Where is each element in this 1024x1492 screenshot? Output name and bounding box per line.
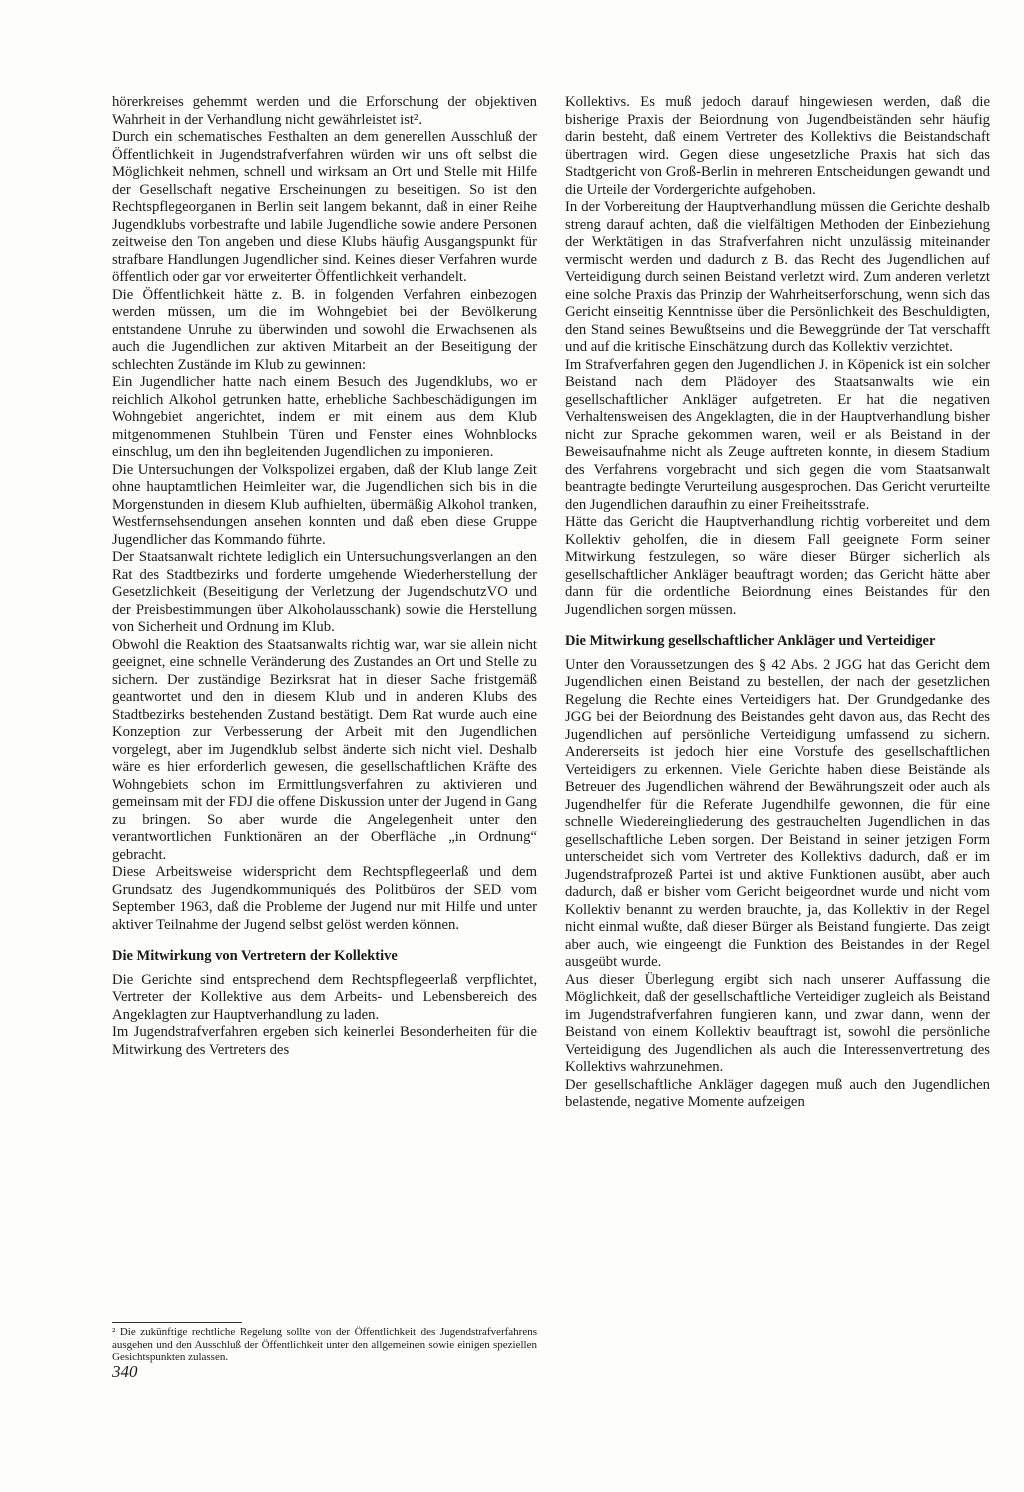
right-column: [565, 94, 990, 1112]
paragraph: Der gesellschaftliche Ankläger dagegen muß auch den Jugendlichen belastende, negative Momente aufzeigen: [565, 1076, 990, 1110]
paragraph: Aus dieser Überlegung ergibt sich nach unserer Auffassung die Möglichkeit, daß der gesellschaftliche Verteidiger zugleich als Beistand im Jugendstrafverfahren fungieren kann, und zwar dann, wenn der Beistand von einem Kollektiv beauftragt ist, sowohl die persönliche Verteidigung des Jugendlichen als auch die Interessenvertretung des Kollektivs wahrzunehmen.: [565, 971, 990, 1075]
paragraph: Obwohl die Reaktion des Staatsanwalts richtig war, war sie allein nicht geeignet, eine schnelle Veränderung des Zustandes an Ort und Stelle zu sichern. Der zuständige Bezirksrat hat in dieser Sache fristgemäß geantwortet und den in diesem Klub und in anderen Klubs des Stadtbezirks bestehenden Zustand bestätigt. Dem Rat wurde auch eine Konzeption zur Verbesserung der Arbeit mit den Jugendlichen vorgelegt, aber im Jugendklub selbst änderte sich nicht viel. Deshalb wäre es hier erforderlich gewesen, die gesellschaftlichen Kräfte des Wohngebiets schon im Ermittlungsverfahren zu aktivieren und gemeinsam mit der FDJ die offene Diskussion unter der Jugend in Gang zu bringen. So aber wurde die Angelegenheit unter den verantwortlichen Funktionären an der Oberfläche „in Ordnung“ gebracht.: [112, 636, 537, 863]
section-heading: Die Mitwirkung von Vertretern der Kollektive: [112, 948, 398, 964]
paragraph: Der Staatsanwalt richtete lediglich ein Untersuchungsverlangen an den Rat des Stadtbezirks und forderte umgehende Wiederherstellung der Gesetzlichkeit (Beseitigung der Verletzung der JugendschutzVO und der Preisbestimmungen über Alkoholausschank) sowie die Herstellung von Sicherheit und Ordnung im Klub.: [112, 549, 537, 635]
paragraph: Kollektivs. Es muß jedoch darauf hingewiesen werden, daß die bisherige Praxis der Beiordnung von Jugendbeiständen sehr häufig darin besteht, daß einem Vertreter des Kollektivs die Beistandschaft übertragen wird. Gegen diese ungesetzliche Praxis hat sich das Stadtgericht von Groß-Berlin in mehreren Entscheidungen gewandt und die Urteile der Vordergerichte aufgehoben.: [565, 94, 990, 198]
paragraph: In der Vorbereitung der Hauptverhandlung müssen die Gerichte deshalb streng darauf achten, daß die vielfältigen Methoden der Einbeziehung der Werktätigen in das Strafverfahren nicht unzulässig miteinander vermischt werden und dadurch z B. das Recht des Jugendlichen auf Verteidigung durch seinen Beistand verletzt wird. Zum anderen verletzt eine solche Praxis das Prinzip der Wahrheitserforschung, wenn sich das Gericht einseitig Kenntnisse über die Persönlichkeit des Beschuldigten, den Stand seines Bewußtseins und die Beweggründe der Tat verschafft und auf die kritische Einschätzung durch das Kollektiv verzichtet.: [565, 199, 990, 355]
left-column: [112, 94, 537, 1059]
paragraph: Unter den Voraussetzungen des § 42 Abs. 2 JGG hat das Gericht dem Jugendlichen einen Beistand zu bestellen, der nach der gesetzlichen Regelung die Rechte eines Verteidigers hat. Der Grundgedanke des JGG bei der Beiordnung des Beistandes geht davon aus, das Recht des Jugendlichen auf persönliche Verteidigung umfassend zu sichern. Andererseits ist jedoch hier eine Vorstufe des gesellschaftlichen Verteidigers zu erkennen. Viele Gerichte haben diese Beistände als Betreuer des Jugendlichen während der Bewährungszeit oder auch als Jugendhelfer für die Referate Jugendhilfe gewonnen, die für eine schnelle Wiedereingliederung des gestrauchelten Jugendlichen in das gesellschaftliche Leben sorgen. Der Beistand in seiner jetzigen Form unterscheidet sich vom Vertreter des Kollektivs dadurch, daß er im Jugendstrafprozeß Partei ist und aktive Funktionen ausübt, aber auch dadurch, daß er bisher vom Gericht beigeordnet wurde und nicht vom Kollektiv benannt zu werden brauchte, ja, das Kollektiv in der Regel nicht einmal wußte, daß dieser Bürger als Beistand fungierte. Das zeigt aber auch, wie eingeengt die Funktion des Beistandes in der Regel ausgeübt wurde.: [565, 656, 990, 970]
section-heading: Die Mitwirkung gesellschaftlicher Ankläger und Verteidiger: [565, 633, 936, 649]
paragraph: Die Öffentlichkeit hätte z. B. in folgenden Verfahren einbezogen werden müssen, um die im Wohngebiet bei der Bevölkerung entstandene Unruhe zu überwinden und sowohl die Erwachsenen als auch die Jugendlichen zur aktiven Mitarbeit an der Beseitigung der schlechten Zustände im Klub zu gewinnen:: [112, 286, 537, 373]
paragraph: Diese Arbeitsweise widerspricht dem Rechtspflegeerlaß und dem Grundsatz des Jugendkommuniqués des Politbüros der SED vom September 1963, daß die Probleme der Jugend nur mit Hilfe und unter aktiver Teilnahme der Jugend selbst gelöst werden können.: [112, 864, 537, 933]
paragraph: Durch ein schematisches Festhalten an dem generellen Ausschluß der Öffentlichkeit in Jugendstrafverfahren würden wir uns oft selbst die Möglichkeit nehmen, schnell und wirksam an Ort und Stelle mit Hilfe der Gesellschaft negative Erscheinungen zu beseitigen. So ist den Rechtspflegeorganen in Berlin seit langem bekannt, daß in einer Reihe Jugendklubs vorbestrafte und labile Jugendliche sowie andere Personen zeitweise den Ton angeben und diese Klubs häufig Ausgangspunkt für strafbare Handlungen Jugendlicher sind. Keines dieser Verfahren wurde öffentlich oder gar vor erweiterter Öffentlichkeit verhandelt.: [112, 129, 537, 285]
paragraph: Ein Jugendlicher hatte nach einem Besuch des Jugendklubs, wo er reichlich Alkohol getrunken hatte, erhebliche Sachbeschädigungen im Wohngebiet angerichtet, indem er mit einem aus dem Klub mitgenommenen Stuhlbein Türen und Fenster eines Wohnblocks einschlug, um den ihn begleitenden Jugendlichen zu imponieren.: [112, 374, 537, 460]
paragraph: Im Strafverfahren gegen den Jugendlichen J. in Köpenick ist ein solcher Beistand nach dem Plädoyer des Staatsanwalts wie ein gesellschaftlicher Ankläger aufgetreten. Er hat die negativen Verhaltensweisen des Angeklagten, die in der Hauptverhandlung bisher nicht zur Sprache gekommen waren, weil er als Beistand in der Beweisaufnahme nicht als Zeuge auftreten konnte, in diesem Stadium des Verfahrens vorgebracht und sich gegen die vom Staatsanwalt beantragte bedingte Verurteilung ausgesprochen. Das Gericht verurteilte den Jugendlichen daraufhin zu einer Freiheitsstrafe.: [565, 356, 990, 513]
paragraph: Die Gerichte sind entsprechend dem Rechtspflegeerlaß verpflichtet, Vertreter der Kollektive aus dem Arbeits- und Lebensbereich des Angeklagten zur Hauptverhandlung zu laden.: [112, 971, 537, 1023]
footnote: ² Die zukünftige rechtliche Regelung sollte von der Öffentlichkeit des Jugendstrafverfahrens ausgehen und den Ausschluß der Öffentlichkeit unter den allgemeinen sowie einigen speziellen Gesichtspunkten zulassen.: [112, 1326, 537, 1364]
paragraph: Die Untersuchungen der Volkspolizei ergaben, daß der Klub lange Zeit ohne hauptamtlichen Heimleiter war, die Jugendlichen sich bis in die Morgenstunden in diesem Klub aufhielten, übermäßig Alkohol tranken, Westfernsehsendungen ansehen konnten und daß eben diese Gruppe Jugendlicher das Kommando führte.: [112, 461, 537, 548]
page-number: 340: [112, 1362, 138, 1381]
footnote-divider: [112, 1322, 242, 1323]
paragraph: Hätte das Gericht die Hauptverhandlung richtig vorbereitet und dem Kollektiv geholfen, die in diesem Fall geeignete Form seiner Mitwirkung festzulegen, so wäre dieser Bürger sicherlich als gesellschaftlicher Ankläger beauftragt worden; das Gericht hätte aber dann für die ordentliche Beiordnung eines Beistandes für den Jugendlichen sorgen müssen.: [565, 514, 990, 618]
paragraph: hörerkreises gehemmt werden und die Erforschung der objektiven Wahrheit in der Verhandlung nicht gewährleistet ist².: [112, 94, 537, 128]
paragraph: Im Jugendstrafverfahren ergeben sich keinerlei Besonderheiten für die Mitwirkung des Vertreters des: [112, 1024, 537, 1058]
